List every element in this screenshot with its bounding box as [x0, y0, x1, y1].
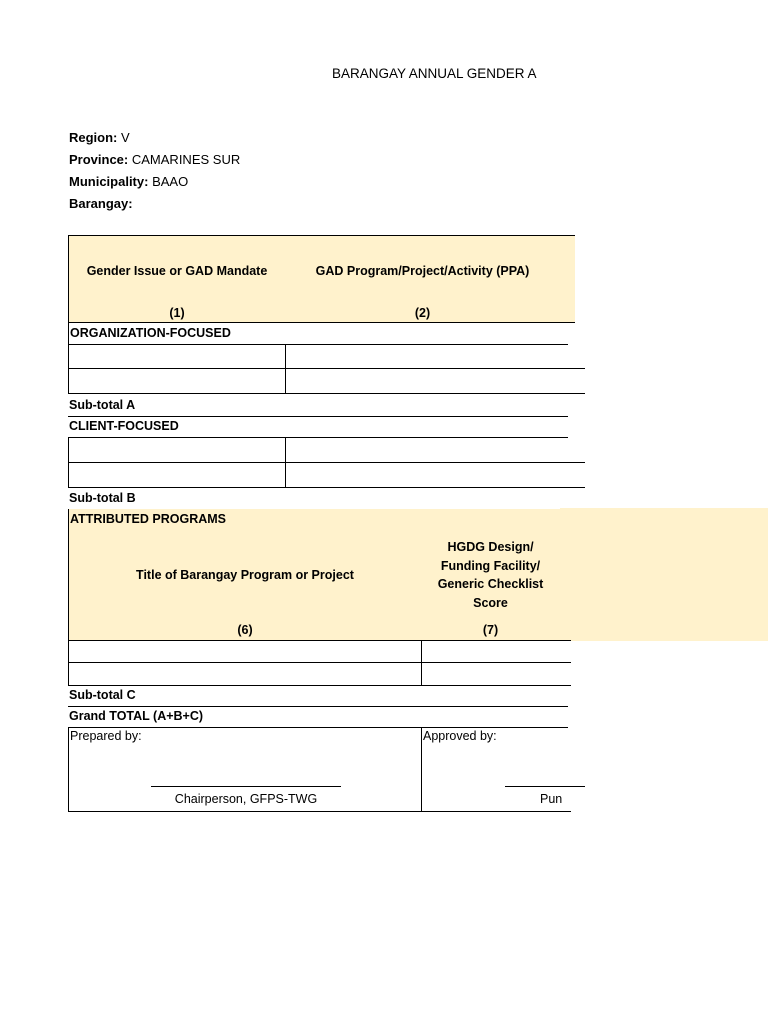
subtotal-c-label: Sub-total C	[69, 688, 136, 702]
client-row-1-cell-2[interactable]	[285, 437, 585, 463]
grand-total-row	[68, 706, 568, 728]
subtotal-a-row	[68, 393, 568, 417]
col7-header-line-1: HGDG Design/	[447, 540, 534, 554]
client-row-2-cell-1[interactable]	[68, 462, 286, 488]
col1-header: Gender Issue or GAD Mandate	[86, 264, 268, 278]
province-value: CAMARINES SUR	[131, 152, 241, 167]
province-label: Province:	[69, 152, 129, 167]
attr-row-1-cell-1[interactable]	[68, 640, 422, 663]
col2-number: (2)	[414, 306, 431, 320]
subtotal-a-label: Sub-total A	[69, 398, 136, 412]
org-focused-row	[68, 322, 568, 345]
col1-header-cell	[68, 235, 286, 323]
org-row-1-cell-2[interactable]	[285, 344, 585, 369]
prepared-by-label: Prepared by:	[70, 729, 142, 743]
region-value: V	[121, 130, 130, 145]
document-title: BARANGAY ANNUAL GENDER A	[332, 66, 537, 81]
org-focused-label: ORGANIZATION-FOCUSED	[70, 326, 231, 340]
attributed-label: ATTRIBUTED PROGRAMS	[70, 512, 227, 526]
attr-row-2-cell-2[interactable]	[421, 662, 571, 686]
col7-header-cell	[421, 530, 571, 641]
col7-header-line-2: Funding Facility/	[440, 558, 541, 573]
client-row-1-cell-1[interactable]	[68, 437, 286, 463]
barangay-label: Barangay:	[69, 196, 133, 211]
attributed-row	[68, 509, 568, 531]
attributed-header-fill-overflow	[560, 508, 768, 641]
col7-number: (7)	[482, 623, 499, 637]
approved-signature-line	[505, 786, 585, 787]
subtotal-b-label: Sub-total B	[69, 491, 136, 505]
gad-plan-table	[68, 230, 563, 830]
client-row-2-cell-2[interactable]	[285, 462, 585, 488]
municipality-value: BAAO	[152, 174, 189, 189]
prepared-signature-line	[151, 786, 341, 787]
col6-number: (6)	[237, 623, 253, 637]
grand-total-label: Grand TOTAL (A+B+C)	[69, 709, 204, 723]
region-label: Region:	[69, 130, 118, 145]
approved-by-label: Approved by:	[423, 729, 497, 743]
org-row-2-cell-2[interactable]	[285, 368, 585, 394]
subtotal-c-row	[68, 685, 568, 707]
prepared-role: Chairperson, GFPS-TWG	[174, 792, 318, 806]
client-focused-label: CLIENT-FOCUSED	[69, 419, 179, 433]
prepared-by-cell	[68, 727, 422, 812]
region-line	[69, 130, 130, 145]
col1-number: (1)	[169, 306, 185, 320]
attr-row-2-cell-1[interactable]	[68, 662, 422, 686]
col7-header-line-3: Generic Checklist	[437, 577, 544, 591]
org-row-2-cell-1[interactable]	[68, 368, 286, 394]
municipality-line	[69, 174, 188, 189]
col2-header-cell	[285, 235, 575, 323]
col7-header	[421, 538, 560, 612]
approved-by-cell	[421, 727, 571, 812]
attr-row-1-cell-2[interactable]	[421, 640, 571, 663]
col6-header-cell	[68, 530, 422, 641]
municipality-label: Municipality:	[69, 174, 149, 189]
approved-role: Pun	[540, 792, 563, 806]
subtotal-b-row	[68, 487, 568, 510]
client-focused-row	[68, 416, 568, 438]
barangay-line	[69, 196, 133, 211]
col7-header-line-4: Score	[473, 595, 508, 610]
org-row-1-cell-1[interactable]	[68, 344, 286, 369]
province-line	[69, 152, 240, 167]
col6-header: Title of Barangay Program or Project	[136, 568, 354, 582]
col2-header: GAD Program/Project/Activity (PPA)	[315, 264, 530, 278]
